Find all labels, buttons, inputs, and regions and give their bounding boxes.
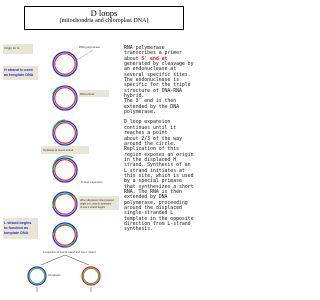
label-l-strand-line-2: to function as <box>4 226 29 230</box>
label-l-strand-line-3: template DNA <box>4 231 29 235</box>
daughter-circle-right <box>82 267 100 285</box>
circle-stage-2 <box>53 86 109 110</box>
text-line: The 3' end is then <box>124 98 177 105</box>
text-line: template in the opposite <box>124 215 194 222</box>
text-line: generated by cleavage by <box>124 61 194 68</box>
label-displacement-2: origin on L strand, synthesis <box>80 202 112 206</box>
text-line: by a special primase <box>124 178 182 185</box>
text-line: this site, which is used <box>124 172 194 179</box>
text-line: strand. Synthesis of an <box>124 162 191 169</box>
label-displacement-3: of new L strand begins <box>80 206 106 209</box>
text-line: synthesis. <box>124 226 153 233</box>
text-line: extended by the DNA <box>124 103 179 110</box>
text-line: single-stranded L <box>124 210 174 217</box>
label-displacement-1: When displaced strand passes <box>80 199 115 202</box>
text-line: in the displaced H <box>124 156 177 163</box>
label-origin-h: Origin for H <box>4 46 20 50</box>
split-arrow-right <box>65 255 89 265</box>
text-line: RNA is then <box>150 188 182 195</box>
label-l-strand-line-1: L strand begins <box>4 221 32 225</box>
text-line: direction from L-strand <box>124 221 191 227</box>
label-daughter-left: Completion <box>48 274 61 277</box>
label-h-strand-line-2: as template DNA <box>4 73 34 77</box>
text-line: continues until it <box>124 124 177 131</box>
circle-stage-5 <box>53 192 119 216</box>
daughter-circle-left <box>28 267 61 285</box>
text-line: structure of DNA-RNA <box>124 87 182 94</box>
circle-stage-3 <box>41 120 89 154</box>
label-d-loop: D-loop expansion <box>81 180 103 184</box>
text-line: an endonuclease at <box>124 66 177 73</box>
paragraph-primer <box>124 46 207 115</box>
circle-stage-1 <box>53 45 100 76</box>
circle-stage-4 <box>53 156 103 184</box>
text-line: transcribes a primer <box>124 50 182 57</box>
text-line: Replication of this <box>124 146 179 153</box>
text-line: RNA polymerase <box>124 45 165 51</box>
text-line: around the circle. <box>124 140 177 147</box>
text-line: reaches a point <box>124 130 168 137</box>
d-loop-diagram <box>3 40 123 298</box>
text-line: around the displaced <box>124 204 182 211</box>
text-line: that synthesizes a short <box>124 183 194 190</box>
label-rna-primer: RNA primer <box>80 92 95 96</box>
text-line: several specific sites. <box>124 71 191 78</box>
text-line: L strand initiates at <box>124 167 185 174</box>
text-line: region exposes an origin <box>124 151 194 158</box>
text-line: about <box>124 55 142 62</box>
slide-subtitle: (mitochondria and chloroplast DNA) <box>59 18 149 24</box>
text-line: extended by DNA <box>124 194 168 201</box>
explanation-text <box>124 46 207 233</box>
label-synthesis-h: Synthesis of new H strand <box>43 149 74 152</box>
split-arrow-left <box>41 255 65 265</box>
text-line: The endonuclease is <box>124 77 179 84</box>
text-line: hybrid. <box>124 93 145 100</box>
text-line: polymerase. <box>124 109 156 116</box>
text-line: specific for the triple <box>124 82 191 89</box>
label-rna-polymerase: RNA polymerase <box>79 45 100 49</box>
circle-stage-6 <box>43 223 96 254</box>
text-line: about 2/3 of the way <box>124 135 182 142</box>
text-line: D loop expansion <box>124 119 171 126</box>
slide-title: D loops <box>90 8 118 18</box>
label-h-strand-line-1: H strand is used <box>4 68 33 72</box>
label-completion: Completion of new H strand and new L strand <box>43 251 96 254</box>
text-line: RNA. The <box>124 188 151 195</box>
text-line: polymerase, proceeding <box>124 199 188 206</box>
text-highlight: 5' end at <box>141 55 168 62</box>
paragraph-dloop <box>124 120 207 232</box>
title-box <box>24 6 184 30</box>
